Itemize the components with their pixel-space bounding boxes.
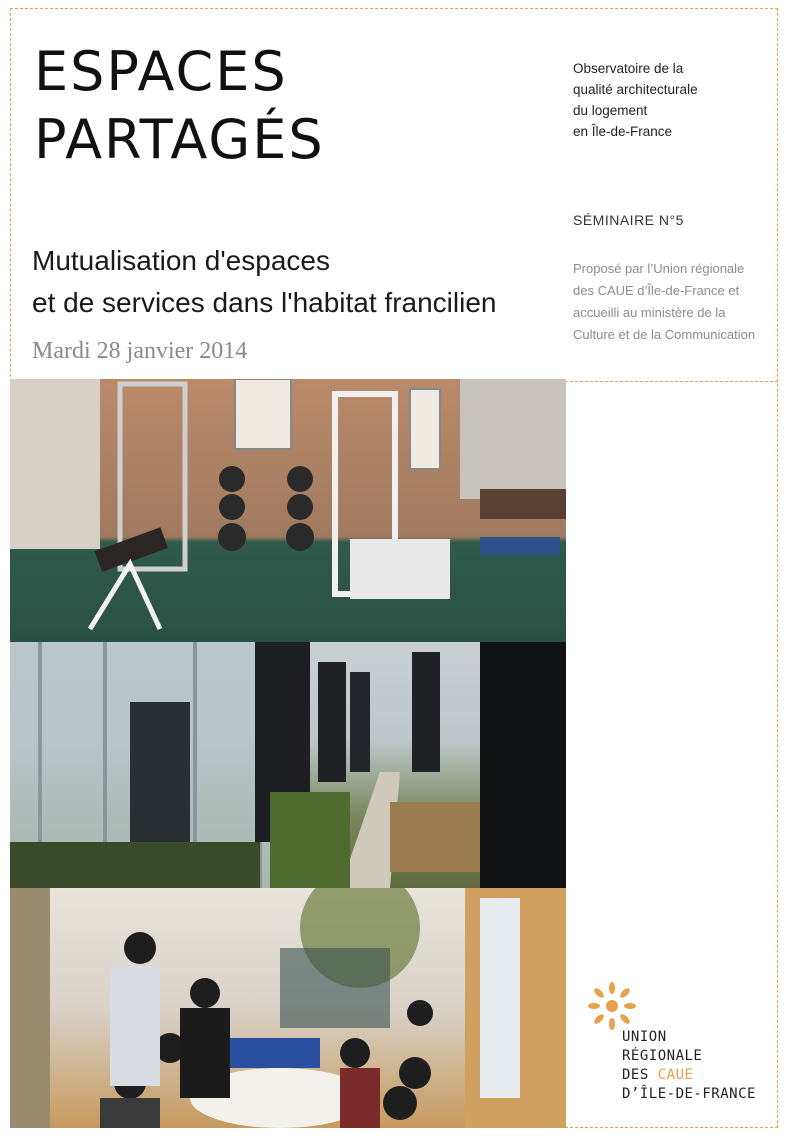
observatory-line: en Île-de-France (573, 124, 673, 139)
seminar-number: SÉMINAIRE N°5 (573, 212, 684, 228)
sun-icon (586, 980, 638, 1032)
proposed-text (573, 258, 773, 346)
logo-caue-accent: CAUE (657, 1067, 694, 1083)
observatory-line: Observatoire de la (573, 61, 684, 76)
proposed-line: accueilli au ministère de la (573, 305, 726, 320)
proposed-line: des CAUE d’Île-de-France et (573, 283, 740, 298)
event-date: Mardi 28 janvier 2014 (32, 338, 248, 364)
subtitle-line-2: et de services dans l'habitat francilien (32, 287, 497, 318)
title-line-2: PARTAGÉS (34, 108, 325, 171)
subtitle (32, 240, 497, 324)
gym-illustration (10, 379, 566, 642)
photo-gym-room (10, 379, 566, 642)
logo-line-3-prefix: DES (622, 1067, 658, 1083)
photo-rooftop-garden (10, 642, 566, 888)
observatory-text (573, 58, 773, 142)
logo-line-2: RÉGIONALE (622, 1048, 703, 1064)
proposed-line: Culture et de la Communication (573, 327, 756, 342)
logo-line-4: D’ÎLE-DE-FRANCE (622, 1086, 756, 1102)
logo-line-1: UNION (622, 1029, 667, 1045)
logo-line-3 (622, 1066, 756, 1085)
photo-shared-lunch (10, 888, 566, 1128)
observatory-line: qualité architecturale (573, 82, 698, 97)
main-title (34, 38, 325, 174)
logo-text (622, 1028, 756, 1104)
title-line-1: ESPACES (34, 40, 288, 103)
subtitle-line-1: Mutualisation d'espaces (32, 245, 330, 276)
garden-illustration (10, 642, 566, 888)
proposed-line: Proposé par l’Union régionale (573, 261, 745, 276)
lunch-illustration (10, 888, 566, 1128)
observatory-line: du logement (573, 103, 648, 118)
